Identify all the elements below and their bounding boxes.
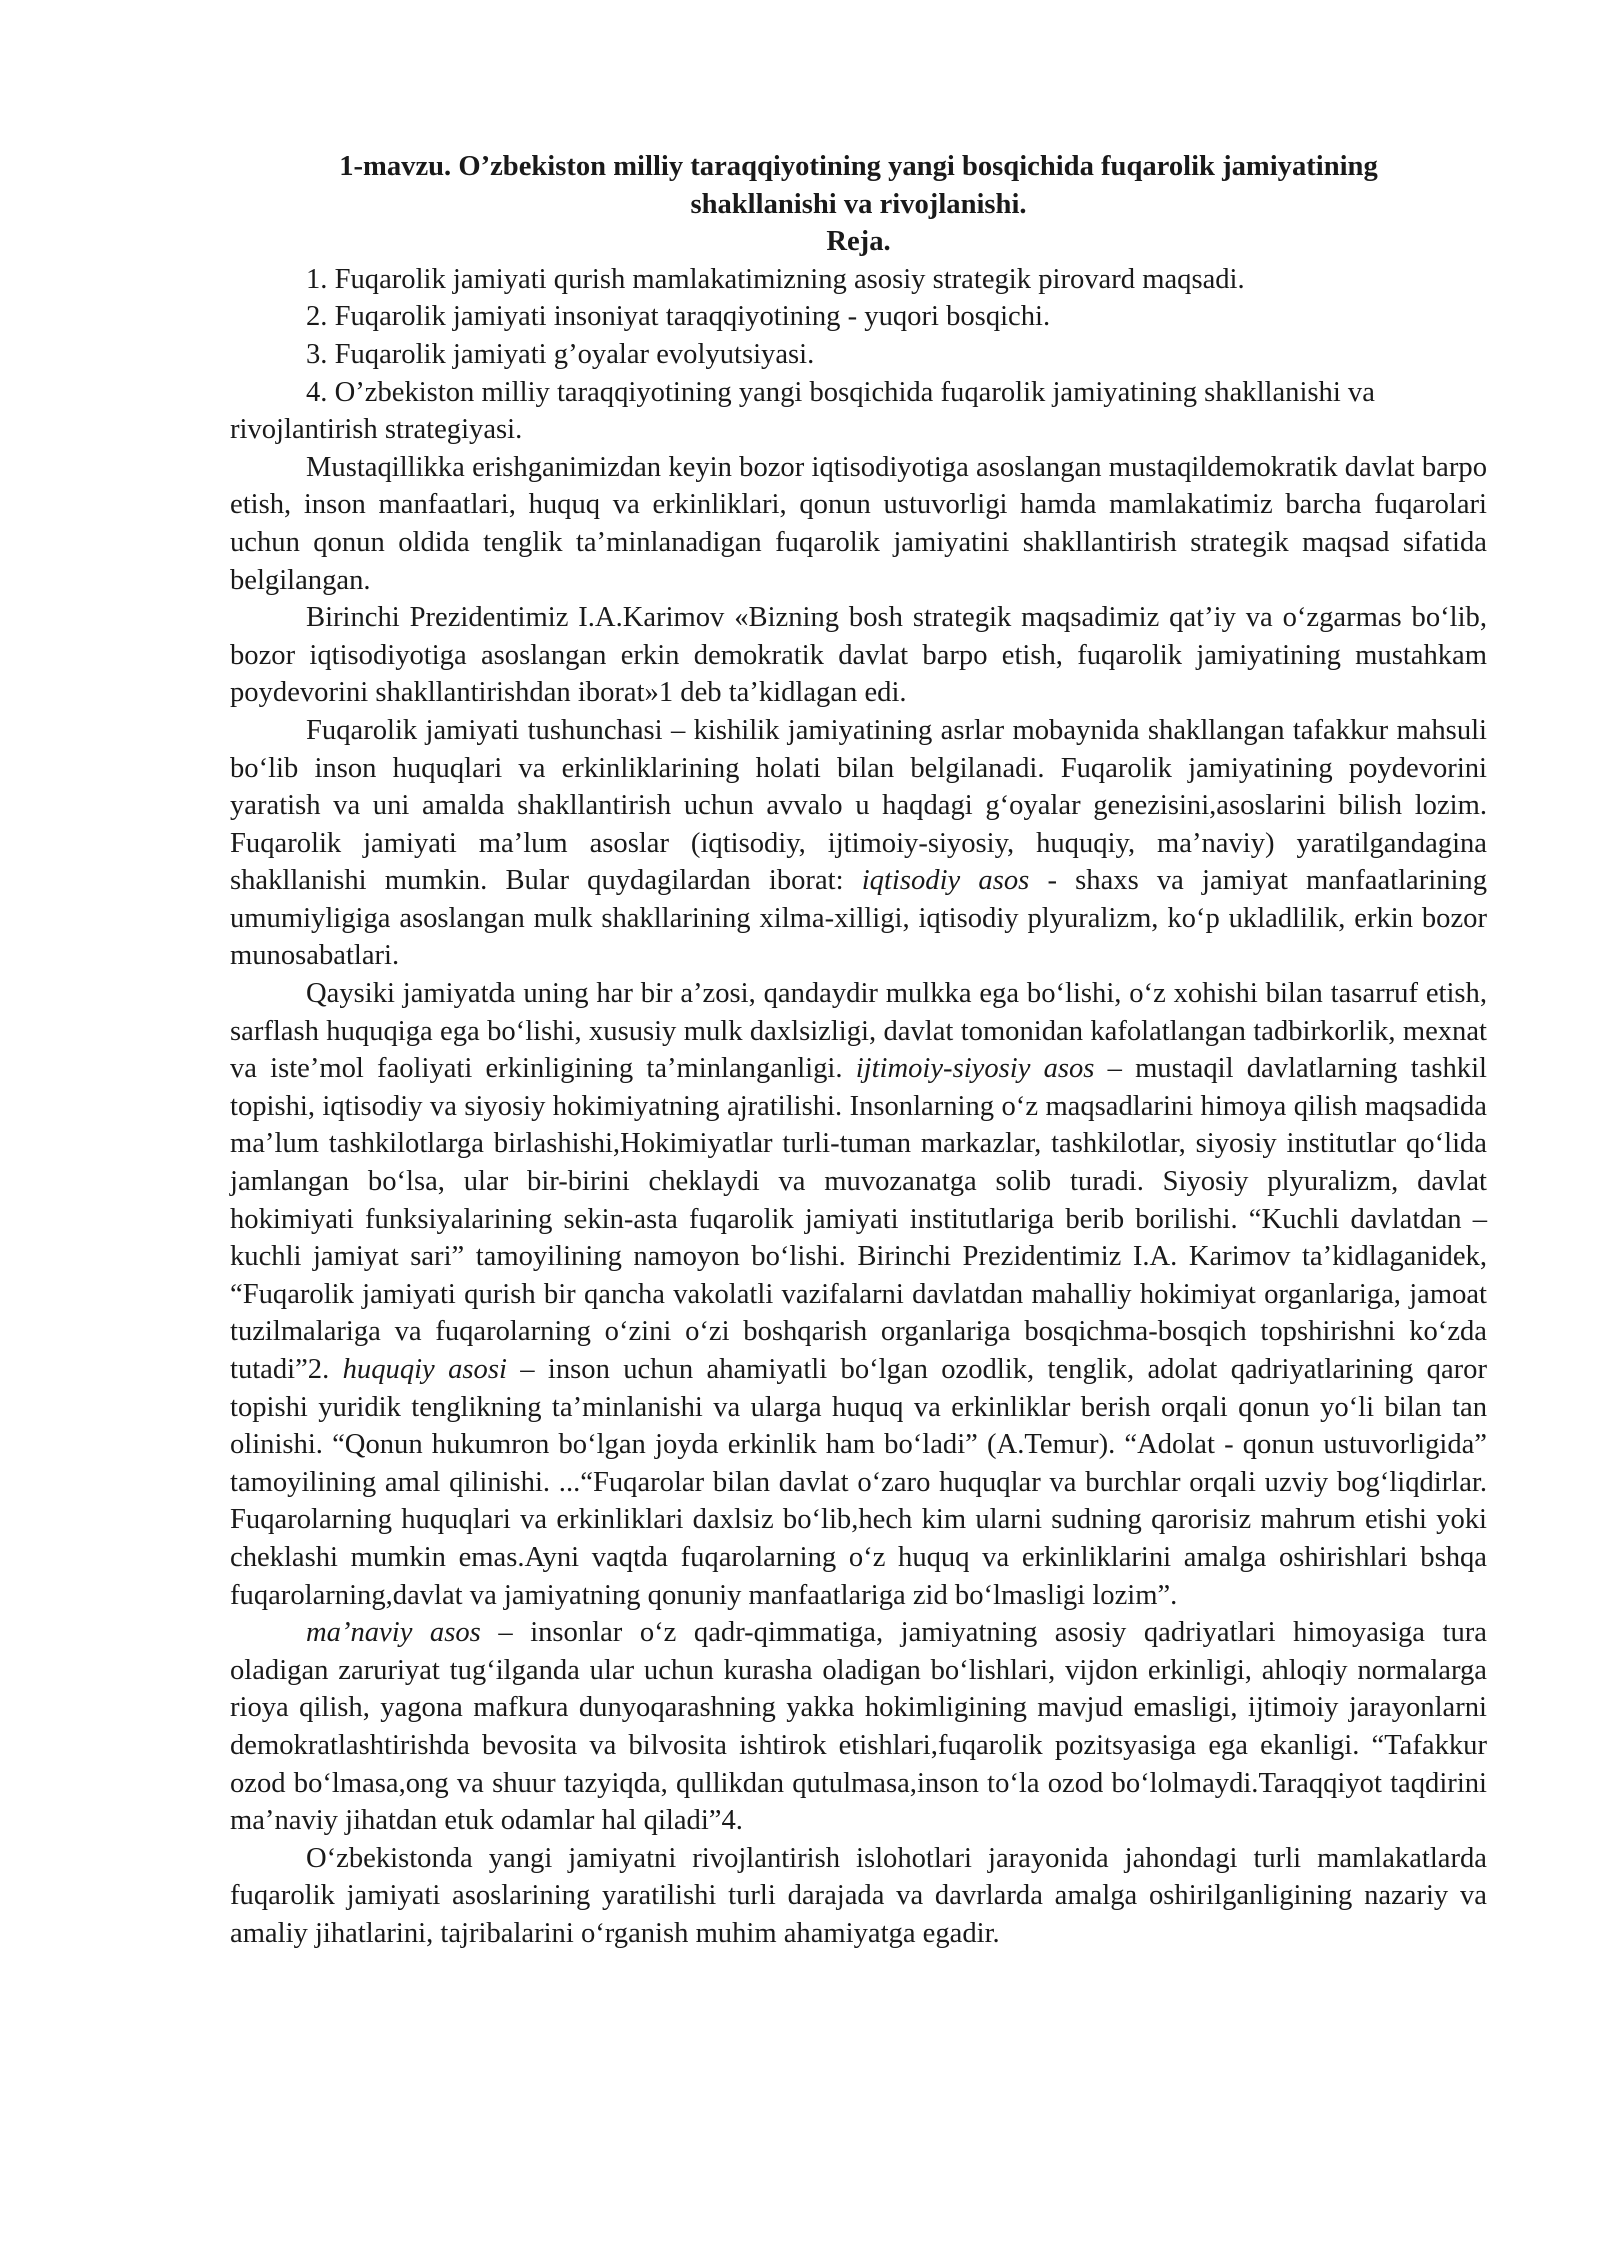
paragraph-4-text-c: – inson uchun ahamiyatli bo‘lgan ozodlik, tenglik, adolat qadriyatlarining qaror topishi yuridik tenglikning ta’minlanishi va ularga huquq va erkinliklar berish orqali qonun yo‘li bilan tan olinishi. “Qonun hukumron bo‘lgan joyda erkinlik ham bo‘ladi” (A.Temur). “Adolat - qonun ustuvorligida” tamoyilining amal qilinishi. ...“Fuqarolar bilan davlat o‘zaro huquqlar va burchlar orqali uzviy bog‘liqdirlar. Fuqarolarning huquqlari va erkinliklari daxlsiz bo‘lib,hech kim ularni sudning qarorisiz mahrum etishi yoki cheklashi mumkin emas.Ayni vaqtda fuqarolarning o‘z huquq va erkinliklarini amalga oshirishlari bshqa fuqarolarning,davlat va jamiyatning qonuniy manfaatlariga zid bo‘lmasligi lozim”. (230, 1354, 1488, 1611)
plan-list (230, 261, 1487, 449)
document-title (230, 148, 1487, 223)
paragraph-4 (230, 975, 1487, 1614)
paragraph-4-text-b: – mustaqil davlatlarning tashkil topishi, iqtisodiy va siyosiy hokimiyatning ajratilishi. Insonlarning o‘z maqsadlarini himoya qilish maqsadida ma’lum tashkilotlarga birlashishi,Hokimiyatlar turli-tuman markazlar, tashkilotlar, siyosiy institutlar qo‘lida jamlangan bo‘lsa, ular bir-birini cheklaydi va muvozanatga solib turadi. Siyosiy plyuralizm, davlat hokimiyati funksiyalarining sekin-asta fuqarolik jamiyati institutlariga berib borilishi. “Kuchli davlatdan – kuchli jamiyat sari” tamoyilining namoyon bo‘lishi. Birinchi Prezidentimiz I.A. Karimov ta’kidlaganidek, “Fuqarolik jamiyati qurish bir qancha vakolatli vazifalarni davlatdan mahalliy hokimiyat organlariga, jamoat tuzilmalariga va fuqarolarning o‘zini o‘zi boshqarish organlariga bosqichma-bosqich topshirishni ko‘zda tutadi”2. (230, 1053, 1487, 1385)
term-ijtimoiy-siyosiy-asos: ijtimoiy-siyosiy asos (855, 1053, 1095, 1085)
title-line-1: 1-mavzu. O’zbekiston milliy taraqqiyotining yangi bosqichida fuqarolik jamiyatining (339, 151, 1378, 182)
document-content (230, 148, 1487, 1953)
paragraph-3 (230, 712, 1487, 975)
plan-heading: Reja. (826, 226, 891, 258)
paragraph-5 (230, 1614, 1487, 1840)
paragraph-6: O‘zbekistonda yangi jamiyatni rivojlantirish islohotlari jarayonida jahondagi turli mamlakatlarda fuqarolik jamiyati asoslarining yaratilishi turli darajada va davrlarda amalga oshirilganligining nazariy va amaliy jihatlarini, tajribalarini o‘rganish muhim ahamiyatga egadir. (230, 1842, 1487, 1949)
plan-item-3: 3. Fuqarolik jamiyati g’oyalar evolyutsiyasi. (306, 338, 815, 370)
term-iqtisodiy-asos: iqtisodiy asos (861, 865, 1030, 897)
paragraph-4-text-a: Qaysiki jamiyatda uning har bir a’zosi, qandaydir mulkka ega bo‘lishi, o‘z xohishi bilan tasarruf etish, sarflash huquqiga ega bo‘lishi, xususiy mulk daxlsizligi, davlat tomonidan kafolatlangan tadbirkorlik, mexnat va iste’mol faoliyati erkinligining ta’minlanganligi. (230, 978, 1487, 1085)
plan-item-4: 4. O’zbekiston milliy taraqqiyotining yangi bosqichida fuqarolik jamiyatining shakllanishi va rivojlantirish strategiyasi. (230, 376, 1375, 446)
paragraph-2: Birinchi Prezidentimiz I.A.Karimov «Bizning bosh strategik maqsadimiz qat’iy va o‘zgarmas bo‘lib, bozor iqtisodiyotiga asoslangan erkin demokratik davlat barpo etish, fuqarolik jamiyatining mustahkam poydevorini shakllantirishdan iborat»1 deb ta’kidlagan edi. (230, 602, 1487, 709)
plan-item-2: 2. Fuqarolik jamiyati insoniyat taraqqiyotining - yuqori bosqichi. (306, 301, 1051, 333)
paragraph-5-text-a: – insonlar o‘z qadr-qimmatiga, jamiyatning asosiy qadriyatlari himoyasiga tura oladigan zaruriyat tug‘ilganda ular uchun kurasha oladigan bo‘lishlari, vijdon erkinligi, ahloqiy normalarga rioya qilish, yagona mafkura dunyoqarashning yakka hokimligining mavjud emasligi, ijtimoiy jarayonlarni demokratlashtirishda bevosita va bilvosita ishtirok etishlari,fuqarolik pozitsyasiga ega ekanligi. “Tafakkur ozod bo‘lmasa,ong va shuur tazyiqda, qullikdan qutulmasa,inson to‘la ozod bo‘lolmaydi.Taraqqiyot taqdirini ma’naviy jihatdan etuk odamlar hal qiladi”4. (230, 1617, 1487, 1837)
paragraph-3-text-a: Fuqarolik jamiyati tushunchasi – kishilik jamiyatining asrlar mobaynida shakllangan tafakkur mahsuli bo‘lib inson huquqlari va erkinliklarining holati bilan belgilanadi. Fuqarolik jamiyatining poydevorini yaratish va uni amalda shakllantirish uchun avvalo u haqdagi g‘oyalar genezisini,asoslarini bilish lozim. Fuqarolik jamiyati ma’lum asoslar (iqtisodiy, ijtimoiy-siyosiy, huquqiy, ma’naviy) yaratilgandagina shakllanishi mumkin. Bular quydagilardan iborat: (230, 714, 1487, 897)
term-manaviy-asos: ma’naviy asos (306, 1617, 481, 1649)
plan-item-1: 1. Fuqarolik jamiyati qurish mamlakatimizning asosiy strategik pirovard maqsadi. (306, 263, 1245, 295)
paragraph-1: Mustaqillikka erishganimizdan keyin bozor iqtisodiyotiga asoslangan mustaqildemokratik davlat barpo etish, inson manfaatlari, huquq va erkinliklari, qonun ustuvorligi hamda mamlakatimiz barcha fuqarolari uchun qonun oldida tenglik ta’minlanadigan fuqarolik jamiyatini shakllantirish strategik maqsad sifatida belgilangan. (230, 451, 1487, 596)
title-line-2: shakllanishi va rivojlanishi. (690, 188, 1027, 220)
term-huquqiy-asosi: huquqiy asosi (342, 1354, 507, 1385)
paragraph-3-text-b: - shaxs va jamiyat manfaatlarining umumiyligiga asoslangan mulk shakllarining xilma-xilligi, iqtisodiy plyuralizm, ko‘p ukladlilik, erkin bozor munosabatlari. (230, 865, 1488, 972)
